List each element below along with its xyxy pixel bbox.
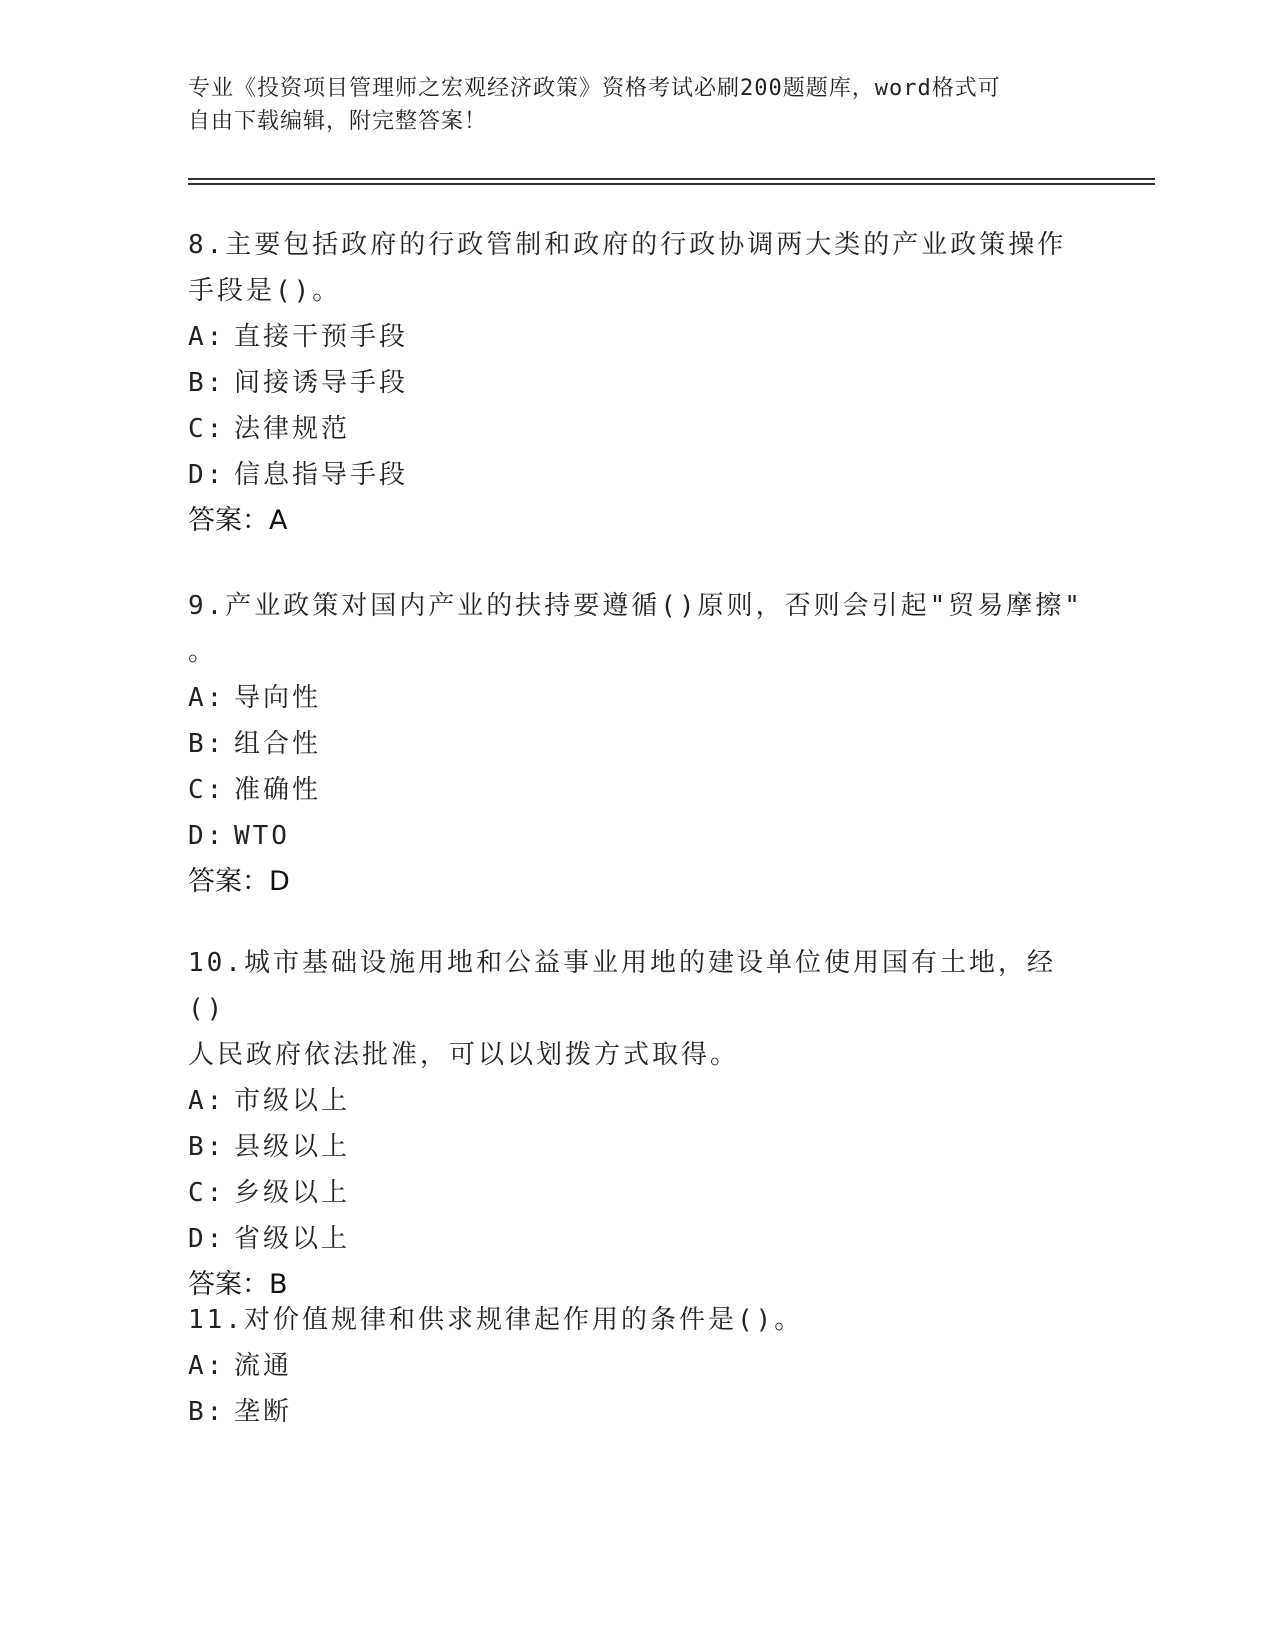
question-10: [188, 940, 1088, 1308]
option-c: [188, 1170, 1088, 1216]
option-text: 垄断: [234, 1397, 293, 1427]
question-text-line-2: 人民政府依法批准，可以以划拨方式取得。: [188, 1040, 740, 1070]
option-letter: A:: [188, 683, 226, 713]
option-text: 法律规范: [234, 414, 351, 444]
question-8: [188, 222, 1088, 544]
question-text-line-2: 。: [188, 637, 218, 667]
option-text: 准确性: [234, 775, 322, 805]
option-letter: B:: [188, 729, 226, 759]
option-a: [188, 675, 1088, 721]
option-a: [188, 1343, 1088, 1389]
option-d: [188, 452, 1088, 498]
option-text: 县级以上: [234, 1132, 351, 1162]
option-letter: C:: [188, 775, 226, 805]
header-divider-top: [188, 178, 1155, 180]
question-text-line-2: 手段是()。: [188, 276, 342, 306]
option-letter: C:: [188, 1178, 226, 1208]
question-text-line-1: 11.对价值规律和供求规律起作用的条件是()。: [188, 1305, 804, 1335]
option-letter: A:: [188, 1086, 226, 1116]
option-text: WTO: [234, 821, 290, 851]
option-text: 导向性: [234, 683, 322, 713]
header-line-2: 自由下载编辑，附完整答案！: [188, 109, 488, 134]
document-header: [188, 72, 1068, 138]
option-b: [188, 721, 1088, 767]
option-text: 流通: [234, 1351, 293, 1381]
question-11: [188, 1297, 1088, 1435]
option-letter: D:: [188, 821, 226, 851]
option-c: [188, 767, 1088, 813]
option-text: 信息指导手段: [234, 460, 409, 490]
answer-label: 答案：D: [188, 866, 290, 897]
option-a: [188, 314, 1088, 360]
question-text-line-1: 10.城市基础设施用地和公益事业用地的建设单位使用国有土地，经(): [188, 948, 1056, 1024]
option-d: [188, 813, 1088, 859]
header-line-1: 专业《投资项目管理师之宏观经济政策》资格考试必刷200题题库，word格式可: [188, 76, 1001, 101]
option-b: [188, 360, 1088, 406]
option-text: 乡级以上: [234, 1178, 351, 1208]
answer-label: 答案：A: [188, 505, 288, 536]
option-letter: B:: [188, 368, 226, 398]
option-letter: B:: [188, 1397, 226, 1427]
question-text-line-1: 9.产业政策对国内产业的扶持要遵循()原则，否则会引起"贸易摩擦": [188, 591, 1083, 621]
option-text: 组合性: [234, 729, 322, 759]
option-b: [188, 1389, 1088, 1435]
option-c: [188, 406, 1088, 452]
option-letter: D:: [188, 460, 226, 490]
option-letter: A:: [188, 1351, 226, 1381]
question-text-line-1: 8.主要包括政府的行政管制和政府的行政协调两大类的产业政策操作: [188, 230, 1067, 260]
option-letter: D:: [188, 1224, 226, 1254]
option-letter: C:: [188, 414, 226, 444]
option-d: [188, 1216, 1088, 1262]
header-divider-bottom: [188, 183, 1155, 185]
option-b: [188, 1124, 1088, 1170]
question-9: [188, 583, 1088, 905]
option-text: 省级以上: [234, 1224, 351, 1254]
option-text: 间接诱导手段: [234, 368, 409, 398]
answer-label: 答案：B: [188, 1269, 288, 1300]
option-letter: B:: [188, 1132, 226, 1162]
option-text: 直接干预手段: [234, 322, 409, 352]
option-text: 市级以上: [234, 1086, 351, 1116]
option-a: [188, 1078, 1088, 1124]
option-letter: A:: [188, 322, 226, 352]
